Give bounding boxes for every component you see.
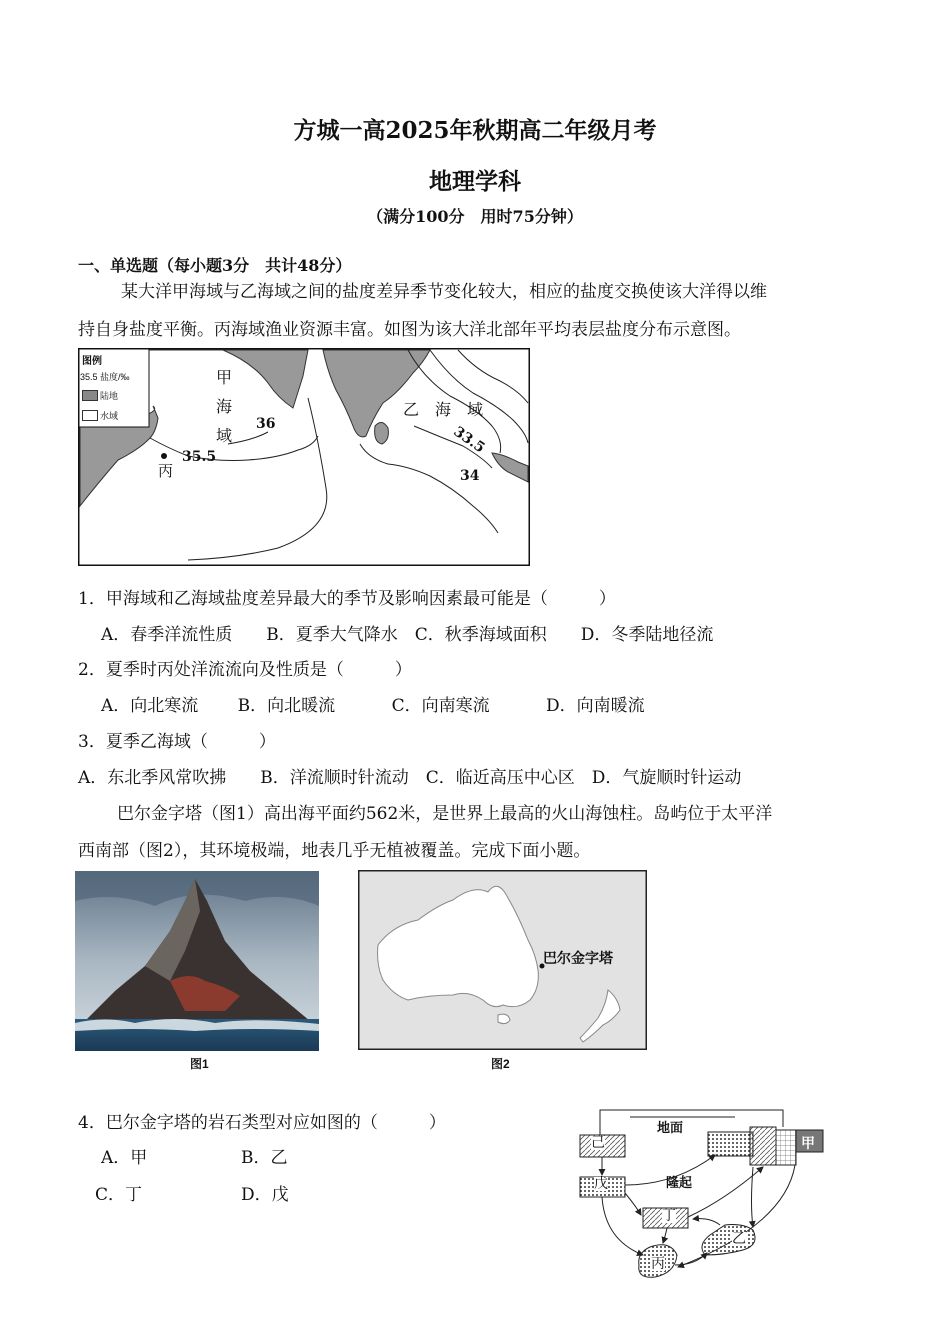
exam-note: （满分100分 用时75分钟） <box>367 207 583 226</box>
q2-stem: 2．夏季时丙处洋流流向及性质是（ ） <box>78 660 412 680</box>
q4-stem: 4．巴尔金字塔的岩石类型对应如图的（ ） <box>78 1113 446 1133</box>
fig2-caption: 图2 <box>491 1057 510 1071</box>
label-jia: 甲 <box>216 368 233 387</box>
legend-water-swatch <box>82 410 98 421</box>
rock-jia: 甲 <box>801 1136 815 1152</box>
legend-land-swatch <box>82 390 98 401</box>
pyramid-photo <box>75 871 319 1051</box>
q1-options: A．春季洋流性质 B．夏季大气降水 C．秋季海域面积 D．冬季陆地径流 <box>101 625 714 645</box>
rock-wu: 戊 <box>594 1176 608 1192</box>
rock-ding: 丁 <box>662 1208 676 1224</box>
label-dimian: 地面 <box>657 1121 684 1136</box>
fig1-caption: 图1 <box>190 1057 209 1071</box>
legend-land: 陆地 <box>100 391 119 401</box>
isoline-33-5: 33.5 <box>450 423 488 457</box>
q4-option-b: B．乙 <box>241 1148 288 1168</box>
passage1-line2: 持自身盐度平衡。丙海域渔业资源丰富。如图为该大洋北部年平均表层盐度分布示意图。 <box>78 320 741 340</box>
label-bing: 丙 <box>158 462 174 480</box>
label-hai: 海 <box>216 397 233 416</box>
legend-water: 水域 <box>100 411 119 421</box>
legend-isoline: 35.5 盐度/‰ <box>80 372 130 382</box>
section-heading: 一、单选题（每小题3分 共计48分） <box>78 256 352 275</box>
isoline-35-5: 35.5 <box>182 449 217 465</box>
exam-title: 方城一高2025年秋期高二年级月考 <box>293 117 657 144</box>
legend-title: 图例 <box>82 356 102 367</box>
passage2-line2: 西南部（图2），其环境极端，地表几乎无植被覆盖。完成下面小题。 <box>78 841 591 861</box>
label-yi-sea: 乙 海 域 <box>403 400 484 419</box>
rock-bing: 丙 <box>651 1256 665 1272</box>
label-yu: 域 <box>216 426 233 445</box>
q3-stem: 3．夏季乙海域（ ） <box>78 732 276 752</box>
q4-option-a: A．甲 <box>101 1148 148 1168</box>
isoline-36: 36 <box>256 416 276 432</box>
q4-option-c: C．丁 <box>95 1185 143 1205</box>
isoline-34: 34 <box>460 468 480 484</box>
passage2-line1: 巴尔金字塔（图1）高出海平面约562米，是世界上最高的火山海蚀柱。岛屿位于太平洋 <box>117 804 773 824</box>
label-longqi: 隆起 <box>666 1176 693 1191</box>
rock-cycle-diagram <box>575 1105 827 1285</box>
rock-yi: 乙 <box>732 1231 746 1247</box>
passage1-line1: 某大洋甲海域与乙海域之间的盐度差异季节变化较大，相应的盐度交换使该大洋得以维 <box>121 282 767 302</box>
q1-stem: 1．甲海域和乙海域盐度差异最大的季节及影响因素最可能是（ ） <box>78 589 616 609</box>
salinity-map <box>78 348 530 566</box>
q3-options: A．东北季风常吹拂 B．洋流顺时针流动 C．临近高压中心区 D．气旋顺时针运动 <box>78 768 742 788</box>
rock-ji: 己 <box>591 1135 605 1151</box>
subject-title: 地理学科 <box>429 168 521 195</box>
q4-option-d: D．戊 <box>241 1185 289 1205</box>
q2-options: A．向北寒流 B．向北暖流 C．向南寒流 D．向南暖流 <box>101 696 645 716</box>
fig2-label: 巴尔金字塔 <box>543 950 613 966</box>
